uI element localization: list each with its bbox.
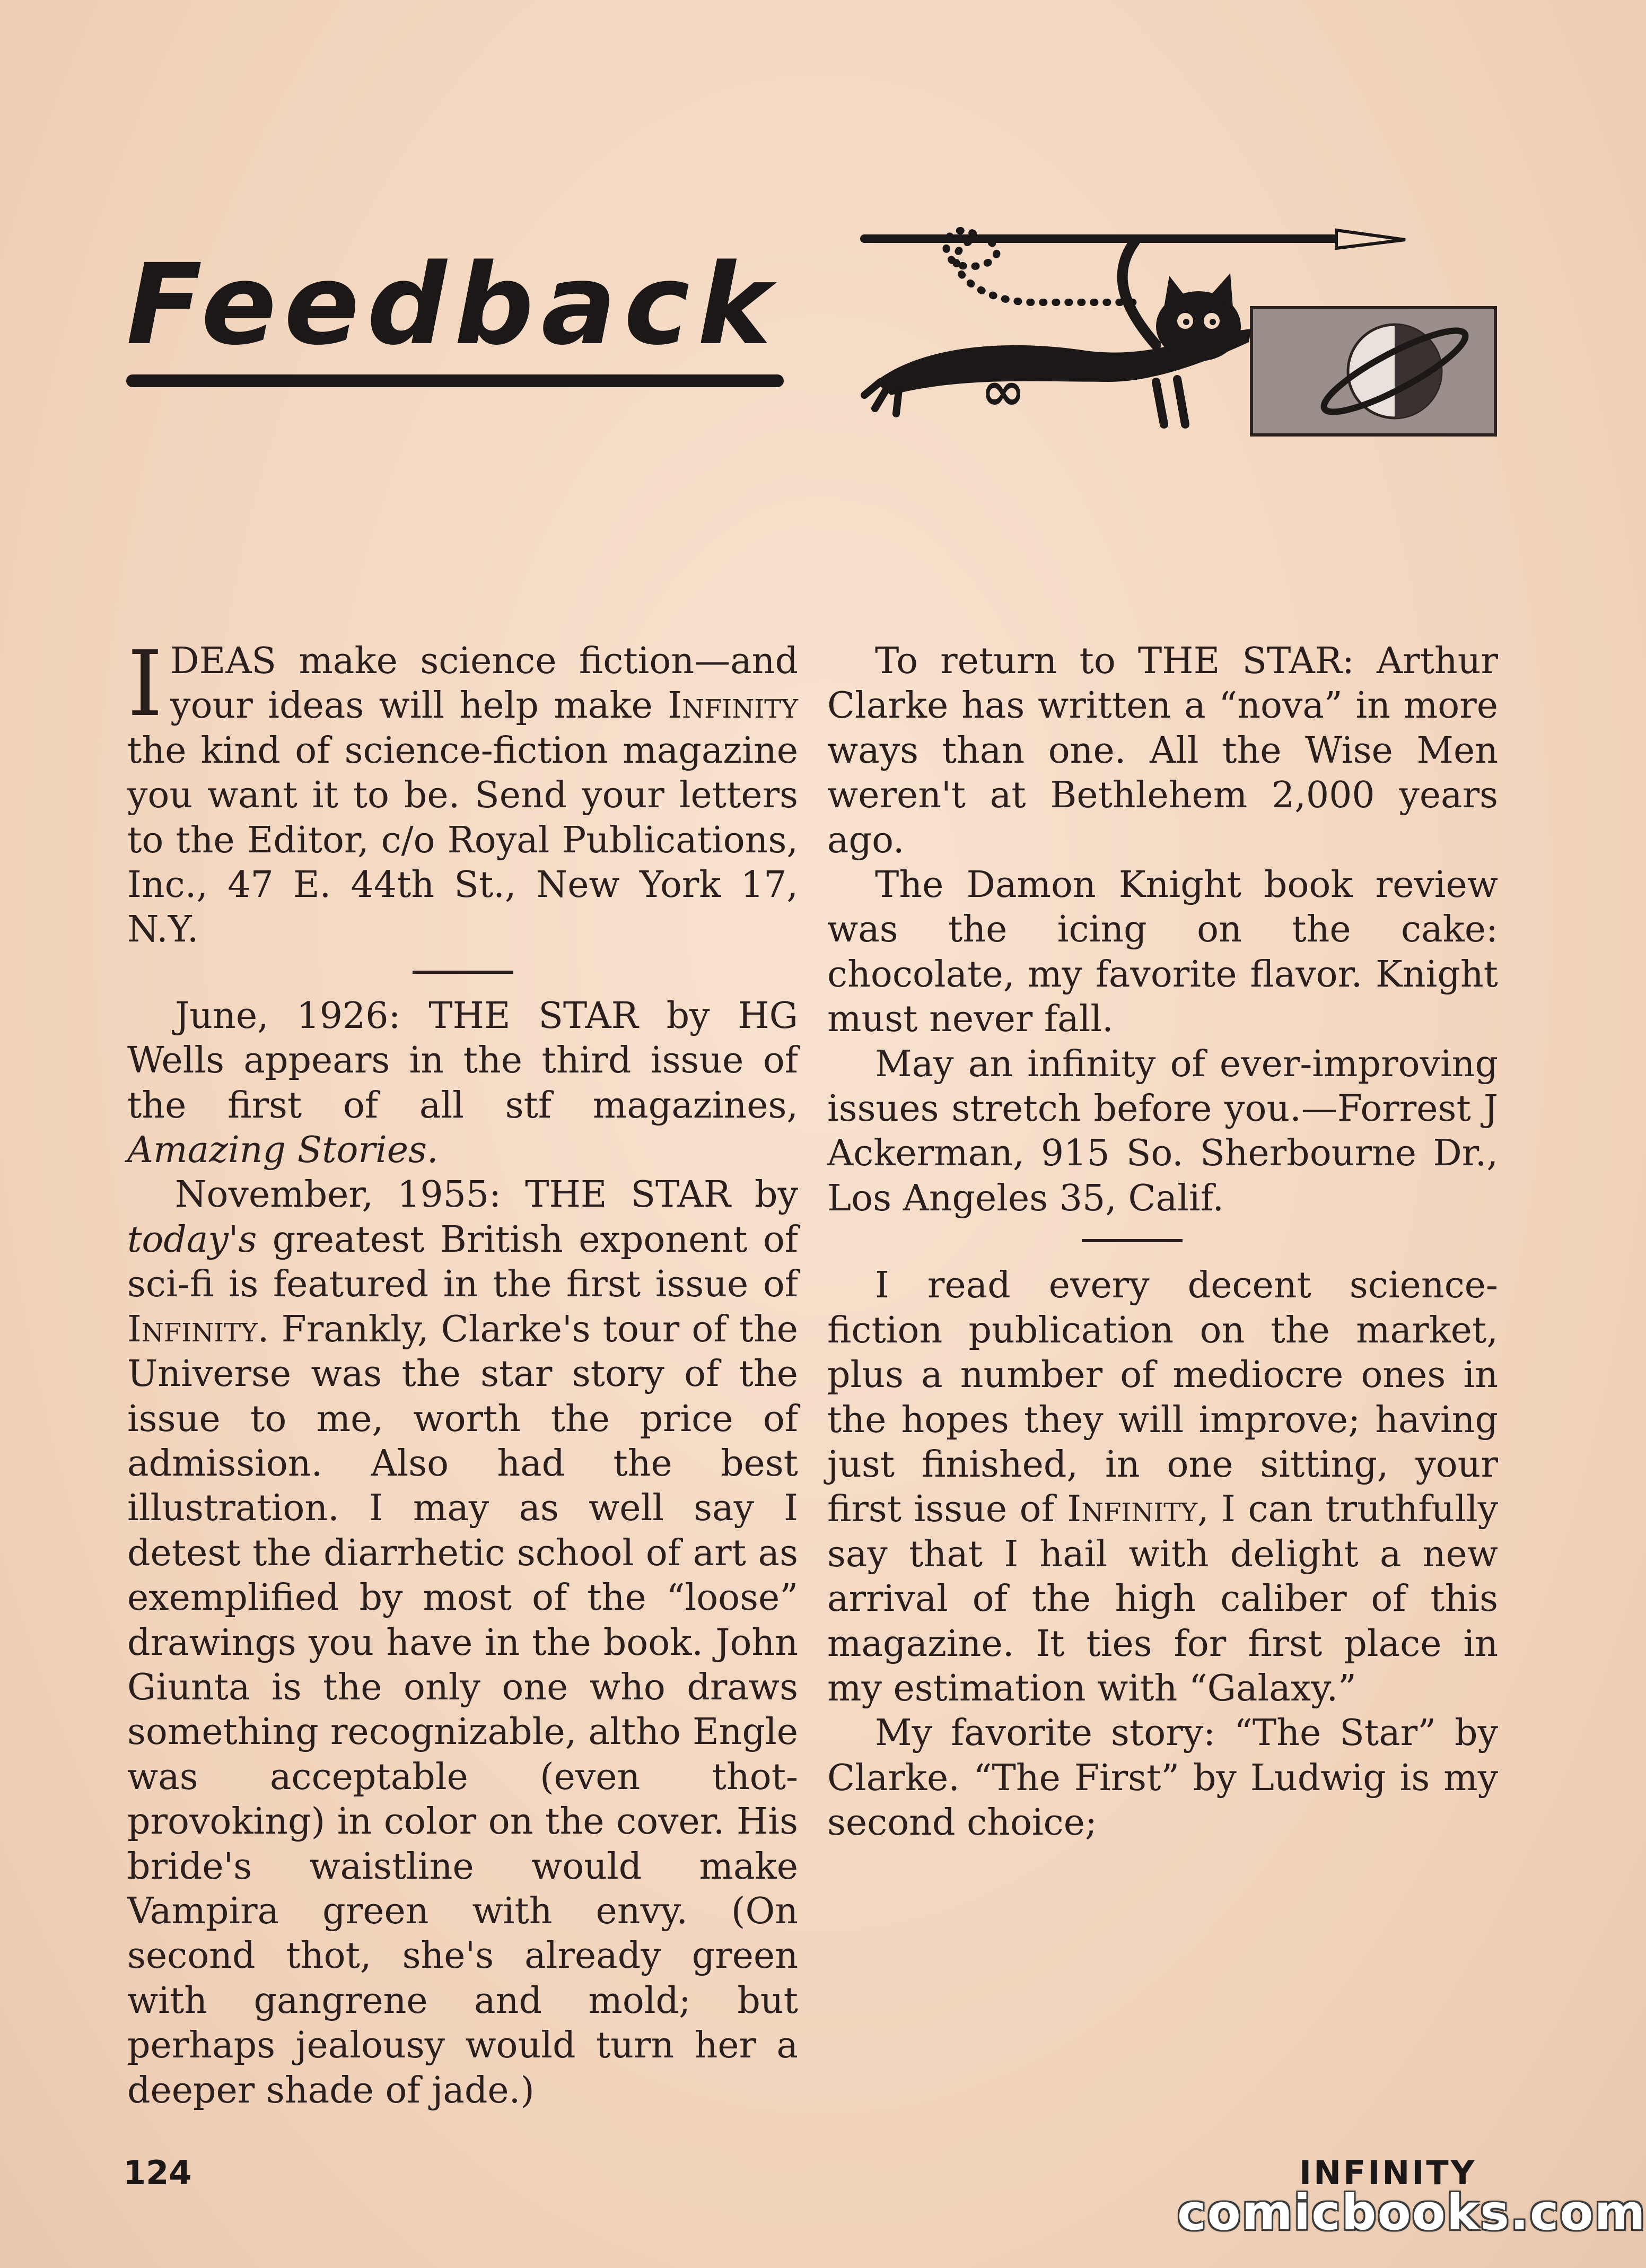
magazine-name: Infinity: [668, 685, 798, 727]
letter-paragraph: To return to THE STAR: Arthur Clarke has written a “nova” in more ways than one. All the Wise Men weren't at Bethlehem 2,000 years ago.: [827, 640, 1498, 861]
letter-paragraph: June, 1926: THE STAR by HG Wells appears in the third issue of the first of all stf magazines, Amazing Stories.: [127, 995, 798, 1172]
page-title: Feedback: [126, 240, 779, 370]
intro-paragraph: IDEAS make science fiction—and your ideas will help make Infinity the kind of science-fiction magazine you want it to be. Send your letters to the Editor, c/o Royal Publications, Inc., 47 E. 44th St., New York 17, N.Y.: [127, 632, 798, 951]
letter-paragraph: The Damon Knight book review was the icing on the cake: chocolate, my favorite flavor. Knight must never fall.: [827, 864, 1498, 1041]
page-number: 124: [123, 2153, 192, 2192]
right-column: [827, 639, 1498, 2119]
title-underline: [126, 374, 784, 387]
left-column: [127, 632, 798, 2119]
running-footer: INFINITY: [1299, 2153, 1477, 2192]
letter-paragraph: November, 1955: THE STAR by today's greatest British exponent of sci-fi is featured in the first issue of Infinity. Frankly, Clarke's tour of the Universe was the star story of the issue to me, worth the price of admission. Also had the best illustration. I may as well say I detest the diarrhetic school of art as exemplified by most of the “loose” drawings you have in the book. John Giunta is the only one who draws something recognizable, altho Engle was acceptable (even thot-provoking) in color on the cover. His bride's waistline would make Vampira green with envy. (On second thot, she's already green with gangrene and mold; but perhaps jealousy would turn her a deeper shade of jade.): [127, 1174, 798, 2112]
letter-paragraph: My favorite story: “The Star” by Clarke. “The First” by Ludwig is my second choice;: [827, 1712, 1498, 1844]
cat-riding-pen-with-planet-icon: [859, 212, 1501, 456]
watermark: comicbooks.com: [1177, 2184, 1646, 2241]
letter-paragraph: May an infinity of ever-improving issues stretch before you.—Forrest J Ackerman, 915 So. Sherbourne Dr., Los Angeles 35, Calif.: [827, 1043, 1498, 1219]
letter-paragraph: I read every decent science-fiction publication on the market, plus a number of mediocre ones in the hopes they will improve; having just finished, in one sitting, your first issue of Infinity, I can truthfully say that I hail with delight a new arrival of the high caliber of this magazine. It ties for first place in my estimation with “Galaxy.”: [827, 1264, 1498, 1709]
section-divider: [1082, 1239, 1183, 1242]
svg-text:∞: ∞: [981, 360, 1026, 422]
drop-cap: I: [127, 632, 163, 737]
section-divider: [413, 971, 513, 974]
